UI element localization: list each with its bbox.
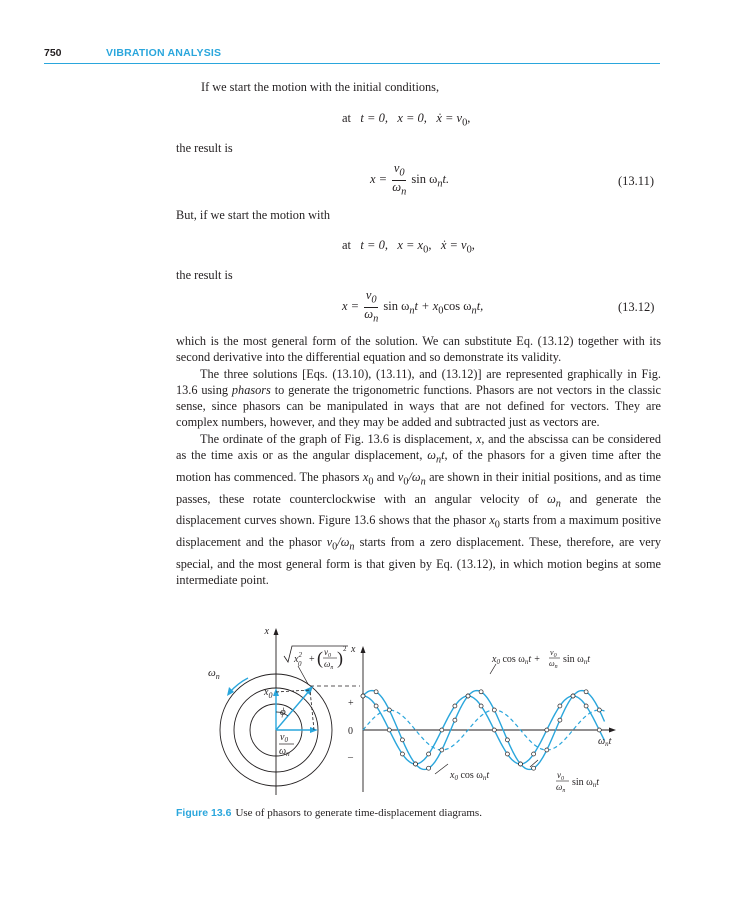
section-title: VIBRATION ANALYSIS bbox=[106, 47, 222, 59]
sqrt-magnitude-label bbox=[284, 645, 348, 671]
curve-point-19 bbox=[479, 690, 483, 694]
curve-point-2 bbox=[374, 704, 378, 708]
sin-fraction-den: $\omega_n$ bbox=[556, 782, 566, 794]
omega-n-label: $\omega_n$ bbox=[208, 667, 220, 681]
curve-point-29 bbox=[545, 748, 549, 752]
curve-point-37 bbox=[597, 708, 601, 712]
curve-point-13 bbox=[440, 748, 444, 752]
curve-point-31 bbox=[558, 718, 562, 722]
svg-text:(: ( bbox=[317, 648, 323, 668]
time-axis-arrow-icon bbox=[609, 728, 616, 733]
v0-over-wn-num: $v_0$ bbox=[280, 732, 288, 744]
curve-point-14 bbox=[453, 704, 457, 708]
curve-point-18 bbox=[479, 704, 483, 708]
curve-point-6 bbox=[400, 752, 404, 756]
svg-text:2: 2 bbox=[343, 645, 347, 653]
svg-text:): ) bbox=[337, 648, 343, 668]
zero-label: 0 bbox=[348, 726, 353, 737]
cos-curve-label: $x_0$ $\cos \omega_nt$ bbox=[450, 770, 490, 782]
curve-point-26 bbox=[532, 752, 536, 756]
curve-point-23 bbox=[505, 738, 509, 742]
svg-text:x20: $x^2$ 0 bbox=[294, 651, 302, 668]
fraction-v0-wn-2: $\frac{v_0}{\omega_n}$ bbox=[364, 288, 379, 324]
curve-point-25 bbox=[519, 762, 523, 766]
curve-point-17 bbox=[466, 694, 470, 698]
caption-text: Use of phasors to generate time-displacement diagrams. bbox=[235, 807, 482, 819]
curve-point-3 bbox=[374, 690, 378, 694]
curve-point-22 bbox=[505, 752, 509, 756]
curve-point-35 bbox=[584, 690, 588, 694]
sum-leader bbox=[490, 664, 496, 674]
sin-curve-label: $\sin \omega_nt$ bbox=[572, 777, 600, 789]
body-text bbox=[176, 333, 661, 588]
curve-point-12 bbox=[440, 728, 444, 732]
phi-label: ϕ bbox=[280, 706, 286, 718]
running-header bbox=[44, 45, 660, 64]
curve-point-11 bbox=[427, 766, 431, 770]
curve-point-10 bbox=[427, 752, 431, 756]
curve-point-36 bbox=[597, 728, 601, 732]
right-axis-arrow-icon bbox=[361, 646, 366, 653]
x0-label: $x_0$ bbox=[264, 687, 273, 700]
curve-point-1 bbox=[361, 694, 365, 698]
svg-text:+: + bbox=[309, 654, 315, 665]
wnt-axis-label: $\omega_nt$ bbox=[598, 736, 612, 748]
curve-point-15 bbox=[453, 718, 457, 722]
equation-13-11: x = $\frac{v_0}{\omega_n}$ $\sin \omega_nt$. bbox=[370, 161, 450, 197]
paragraph-2: The three solutions [Eqs. (13.10), (13.11), and (13.12)] are represented graphically in Fig. 13.6 using phasors to generate the trigonometric functions. Phasors are not vectors in the classic sense, since phasors can be manipulated in ways that are not defined for vectors. They are complex numbers, however, and they may be added and subtracted just as vectors are. bbox=[176, 366, 661, 430]
curve-point-5 bbox=[387, 708, 391, 712]
curve-point-9 bbox=[414, 762, 418, 766]
right-axis-x-label: x bbox=[351, 644, 356, 655]
sum-curve-label: $x_0$ $\cos \omega_nt$ + bbox=[492, 654, 541, 666]
equation-number-13-12: (13.12) bbox=[618, 300, 655, 314]
paragraph-1: which is the most general form of the solution. We can substitute Eq. (13.12) together with its second derivative into the differential equation and so demonstrate its validity. bbox=[176, 334, 661, 365]
left-axis-x-label: x bbox=[264, 626, 269, 637]
initial-conditions-1: at t = 0, x = 0, ẋ = $v_0$, bbox=[342, 111, 471, 129]
curve-point-28 bbox=[545, 728, 549, 732]
sum-curve-sin-label: $\sin \omega_nt$ bbox=[563, 654, 591, 666]
phasor-figure bbox=[200, 620, 640, 800]
result-label-1: the result is bbox=[176, 141, 233, 155]
equation-number-13-11: (13.11) bbox=[618, 174, 654, 188]
sin-fraction-num: $v_0$ bbox=[557, 770, 564, 782]
but-line: But, if we start the motion with bbox=[176, 208, 331, 222]
fraction-v0-wn: $\frac{v_0}{\omega_n}$ bbox=[392, 161, 407, 197]
left-axis-arrow-icon bbox=[274, 628, 279, 635]
caption-label: Figure 13.6 bbox=[176, 807, 232, 819]
intro-line: If we start the motion with the initial conditions, bbox=[201, 80, 440, 94]
initial-conditions-2: at t = 0, $x = x_0$, ẋ = $v_0$, bbox=[342, 238, 475, 256]
curve-point-27 bbox=[532, 766, 536, 770]
curve-point-4 bbox=[387, 728, 391, 732]
resultant-arrow-icon bbox=[304, 686, 313, 695]
curve-point-21 bbox=[492, 708, 496, 712]
curve-point-30 bbox=[558, 704, 562, 708]
paragraph-3: The ordinate of the graph of Fig. 13.6 is displacement, x, and the abscissa can be considered as the time axis or as the angular displacement, $\omega_nt$, of the phasors for a given time after the motion has commenced. The phasors $x_0$ and $v_0/\omega_n$ are shown in their initial positions, and as time passes, these rotate counterclockwise with an angular velocity of $\omega_n$ and generate the displacement curves shown. Figure 13.6 shows that the phasor $x_0$ starts from a maximum positive displacement and the phasor $v_0/\omega_n$ starts from a zero displacement. These, therefore, are very special, and the most general form is that given by Eq. (13.12), in which motion begins at some intermediate point. bbox=[176, 431, 662, 588]
curve-point-34 bbox=[584, 704, 588, 708]
rotation-arc bbox=[230, 678, 248, 692]
page-number: 750 bbox=[44, 47, 62, 59]
result-label-2: the result is bbox=[176, 268, 233, 282]
svg-text:ωn: $\omega_n$ bbox=[324, 659, 334, 671]
minus-label: – bbox=[348, 752, 353, 763]
sum-fraction-num: $v_0$ bbox=[550, 648, 557, 659]
figure-caption bbox=[176, 807, 482, 819]
sum-fraction-den: $\omega_n$ bbox=[549, 659, 558, 670]
curve-point-33 bbox=[571, 694, 575, 698]
curve-point-7 bbox=[400, 738, 404, 742]
equation-13-12: x = $\frac{v_0}{\omega_n}$ $\sin \omega_nt + x_0\cos$ $\omega_nt$, bbox=[342, 288, 484, 324]
curve-point-20 bbox=[492, 728, 496, 732]
v0-over-wn-den: $\omega_n$ bbox=[279, 746, 290, 758]
plus-label: + bbox=[348, 698, 354, 709]
cos-leader bbox=[435, 764, 448, 774]
svg-text:v0: $v_0$ bbox=[324, 647, 331, 659]
